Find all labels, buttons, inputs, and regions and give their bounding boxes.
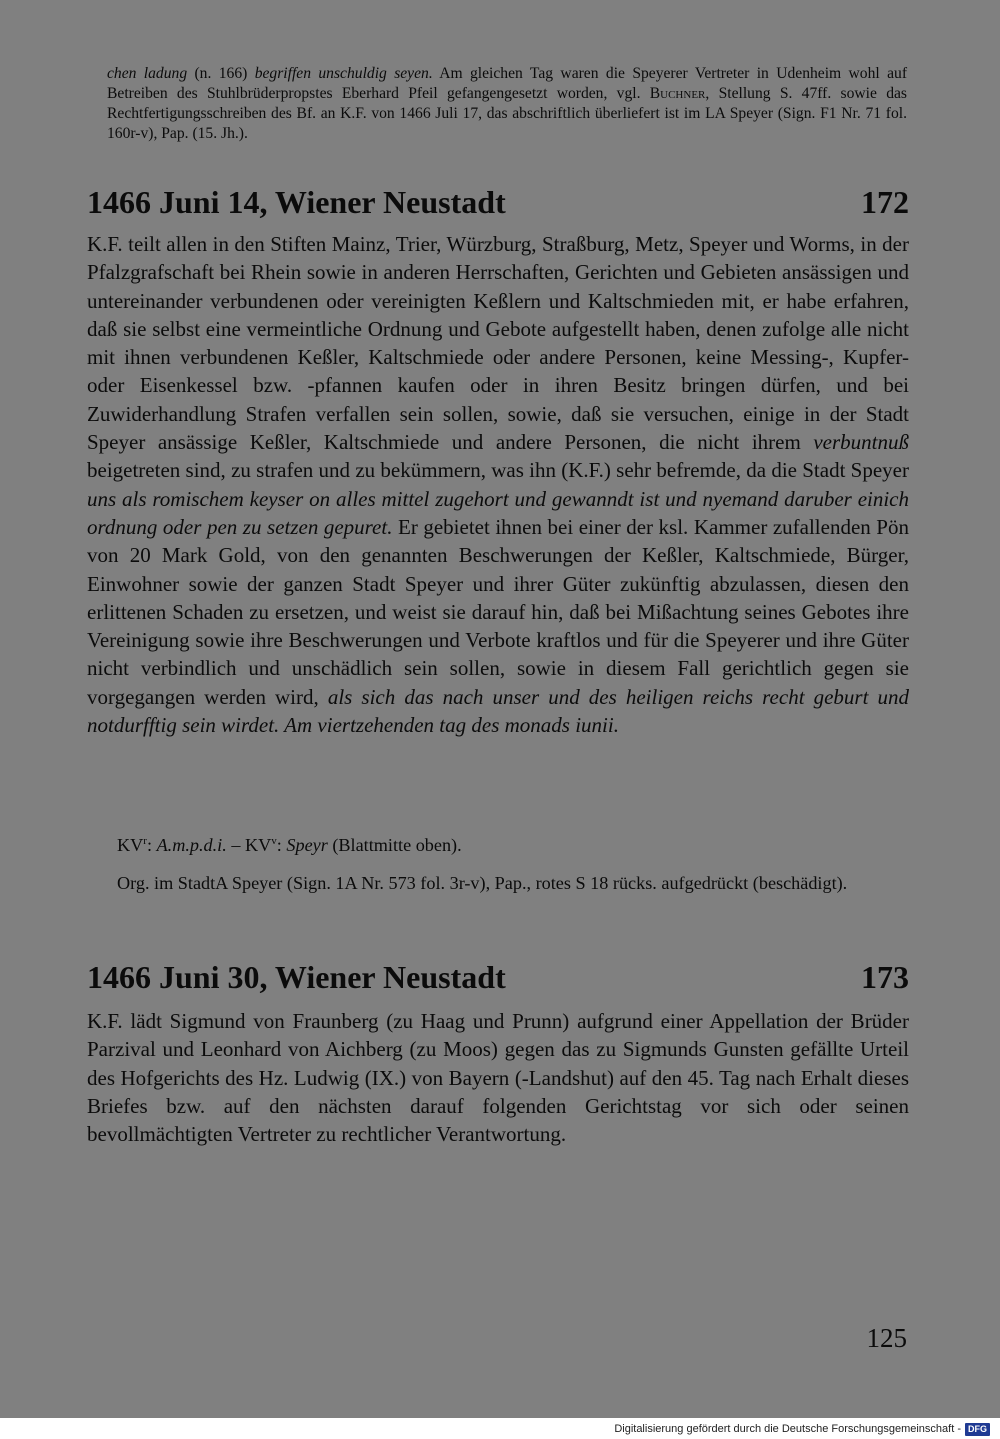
entry-172-number: 172 (861, 184, 909, 220)
entry-172-text-1: K.F. teilt allen in den Stiften Mainz, Trier, Würzburg, Straßburg, Metz, Speyer und Worms, in der Pfalzgrafschaft bei Rhein sowie in anderen Herrschaften, Gerichten und Gebieten ansässigen und untereinander verbundenen oder vereinigten Keßlern und Kaltschmieden mit, er habe erfahren, daß sie selbst eine vermeintliche Ordnung und Gebote aufgestellt haben, denen zufolge alle nicht mit ihnen verbundenen Keßler, Kaltschmiede oder andere Personen, keine Messing-, Kupfer- oder Eisenkessel bzw. -pfannen kaufen oder in ihren Besitz bringen dürfen, und bei Zuwiderhandlung Strafen verfallen sein sollen, sowie, daß sie versuchen, einige in der Stadt Speyer ansässige Keßler, Kaltschmiede und andere Personen, die nicht ihrem (87, 232, 909, 455)
entry-173-date-place: 1466 Juni 30, Wiener Neustadt (87, 959, 506, 995)
note-kv-label: KV (117, 835, 144, 856)
entry-172-text-5: Er gebietet ihnen bei einer der ksl. Kammer zufallenden Pön von 20 Mark Gold, von den genannten Beschwerungen der Keßler, Kaltschmiede, Bürger, Einwohner sowie der ganzen Stadt Speyer und ihrer Güter zukünftig abzulassen, diesen den erlittenen Schaden zu ersetzen, und weist sie darauf hin, daß bei Mißachtung seines Gebotes ihre Vereinigung sowie ihre Beschwerungen und Verbote kraftlos und für die Speyerer und ihre Güter nicht verbindlich und unschädlich sein sollen, sowie in diesem Fall gerichtlich gegen sie vorgegangen werden wird, (87, 514, 909, 709)
entry-172-regest (87, 230, 909, 739)
entry-172-quote-6: als sich das nach unser und des heiligen reichs recht geburt und notdurfftig sein wirdet. Am viertzehenden tag des monads iunii. (87, 684, 909, 738)
entry-172-date-place: 1466 Juni 14, Wiener Neustadt (87, 184, 506, 220)
funding-credit (614, 1421, 990, 1437)
entry-173-regest: K.F. lädt Sigmund von Fraunberg (zu Haag und Prunn) aufgrund einer Appellation der Brüder Parzival und Leonhard von Aichberg (zu Moos) gegen das zu Sigmunds Gunsten gefällte Urteil des Hofgerichts des Hz. Ludwig (IX.) von Bayern (-Landshut) auf den 45. Tag nach Erhalt dieses Briefes bzw. auf den nächsten darauf folgenden Gerichtstag vor sich oder seinen bevollmächtigten Vertreter zu rechtlicher Verantwortung. (87, 1009, 909, 1147)
entry-172-endorsement-note (117, 829, 909, 858)
entry-172-source-note: Org. im StadtA Speyer (Sign. 1A Nr. 573 fol. 3r-v), Pap., rotes S 18 rücks. aufgedrückt (beschädigt). (117, 873, 848, 893)
note-verso-text: Speyr (286, 835, 328, 856)
entry-173-heading (87, 958, 909, 996)
footnote-text-6: , Stellung S. 47ff. sowie das Rechtfertigungsschreiben des Bf. an K.F. von 1466 Juli 17, das abschriftlich überliefert ist im LA Speyer (Sign. F1 Nr. 71 fol. 160r-v), Pap. (15. Jh.). (107, 85, 907, 142)
note-kv-label-2: – KV (226, 835, 272, 856)
page-number: 125 (866, 1323, 907, 1353)
entry-172-heading (87, 183, 909, 221)
funding-credit-text: Digitalisierung gefördert durch die Deutsche Forschungsgemeinschaft - (614, 1423, 961, 1435)
entry-172-text-3: beigetreten sind, zu strafen und zu bekümmern, was ihn (K.F.) sehr befremde, da die Stadt Speyer (87, 458, 909, 483)
footnote-text-4: Am gleichen Tag waren die Speyerer Vertreter in Udenheim wohl auf Betreiben des Stuhlbrüderpropstes Eberhard Pfeil gefangengesetzt worden, vgl. (107, 65, 908, 102)
entry-173-number: 173 (861, 959, 909, 995)
note-recto-text: A.m.p.d.i. (156, 835, 227, 856)
footnote-continuation (107, 64, 907, 144)
note-position: (Blattmitte oben). (327, 835, 462, 856)
entry-172-quote-4: uns als romischem keyser on alles mittel zugehort und gewanndt ist und nyemand daruber einich ordnung oder pen zu setzen gepuret. (87, 486, 909, 539)
footnote-text-2: (n. 166) (187, 65, 255, 82)
dfg-logo-icon: DFG (965, 1423, 990, 1436)
footnote-italic-1: chen ladung (107, 65, 188, 82)
footnote-italic-3: begriffen unschuldig seyen. (254, 65, 433, 82)
footnote-author: Buchner (649, 85, 706, 102)
note-kv-sup-verso: v (271, 835, 277, 847)
note-sep-2: : (276, 835, 287, 856)
note-sep: : (146, 835, 157, 856)
note-kv-sup-recto: r (143, 835, 147, 847)
entry-172-italic-2: verbuntnuß (813, 430, 909, 455)
